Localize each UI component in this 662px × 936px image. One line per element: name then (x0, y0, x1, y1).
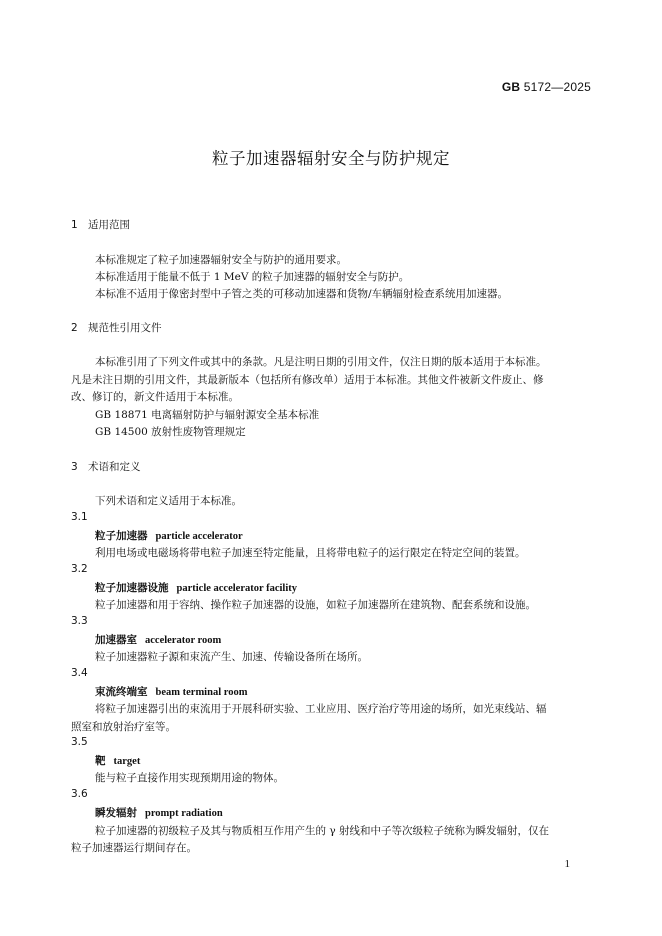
term-definition: 照室和放射治疗室等。 (71, 721, 176, 733)
term-number: 3.6 (71, 788, 88, 800)
term-title: 粒子加速器设施 particle accelerator facility (95, 582, 297, 594)
paragraph: 本标准规定了粒子加速器辐射安全与防护的通用要求。 (95, 254, 347, 266)
page-number: 1 (564, 858, 570, 870)
paragraph: 本标准适用于能量不低于 1 MeV 的粒子加速器的辐射安全与防护。 (95, 271, 410, 283)
term-definition: 粒子加速器粒子源和束流产生、加速、传输设备所在场所。 (95, 651, 368, 663)
term-title: 靶 target (95, 755, 141, 767)
paragraph: 凡是未注日期的引用文件，其最新版本（包括所有修改单）适用于本标准。其他文件被新文件废止、修 (71, 374, 544, 386)
section-heading-2: 2 规范性引用文件 (71, 322, 162, 334)
term-number: 3.3 (71, 615, 88, 627)
term-number: 3.5 (71, 736, 88, 748)
paragraph: 本标准引用了下列文件或其中的条款。凡是注明日期的引用文件，仅注日期的版本适用于本标准。 (95, 356, 547, 368)
section-heading-3: 3 术语和定义 (71, 461, 141, 473)
term-definition: 能与粒子直接作用实现预期用途的物体。 (95, 772, 284, 784)
term-title: 瞬发辐射 prompt radiation (95, 807, 223, 819)
term-definition: 粒子加速器运行期间存在。 (71, 842, 197, 854)
paragraph: 下列术语和定义适用于本标准。 (95, 495, 242, 507)
term-definition: 粒子加速器的初级粒子及其与物质相互作用产生的 γ 射线和中子等次级粒子统称为瞬发辐射，仅在 (95, 825, 549, 837)
term-number: 3.2 (71, 563, 88, 575)
reference-item: GB 18871 电离辐射防护与辐射源安全基本标准 (95, 409, 320, 421)
paragraph: 本标准不适用于像密封型中子管之类的可移动加速器和货物/车辆辐射检查系统用加速器。 (95, 288, 509, 300)
term-title: 加速器室 accelerator room (95, 634, 222, 646)
term-title: 粒子加速器 particle accelerator (95, 530, 243, 542)
term-definition: 将粒子加速器引出的束流用于开展科研实验、工业应用、医疗治疗等用途的场所，如光束线站、辐 (95, 703, 547, 715)
section-heading-1: 1 适用范围 (71, 219, 130, 231)
document-title: 粒子加速器辐射安全与防护规定 (212, 149, 450, 168)
reference-item: GB 14500 放射性废物管理规定 (95, 426, 246, 438)
term-definition: 粒子加速器和用于容纳、操作粒子加速器的设施，如粒子加速器所在建筑物、配套系统和设施。 (95, 599, 536, 611)
term-definition: 利用电场或电磁场将带电粒子加速至特定能量，且将带电粒子的运行限定在特定空间的装置。 (95, 547, 526, 559)
term-number: 3.4 (71, 667, 88, 679)
term-number: 3.1 (71, 511, 88, 523)
paragraph: 改、修订的，新文件适用于本标准。 (71, 391, 239, 403)
standard-number: GB 5172—2025 (501, 80, 591, 94)
term-title: 束流终端室 beam terminal room (95, 686, 248, 698)
